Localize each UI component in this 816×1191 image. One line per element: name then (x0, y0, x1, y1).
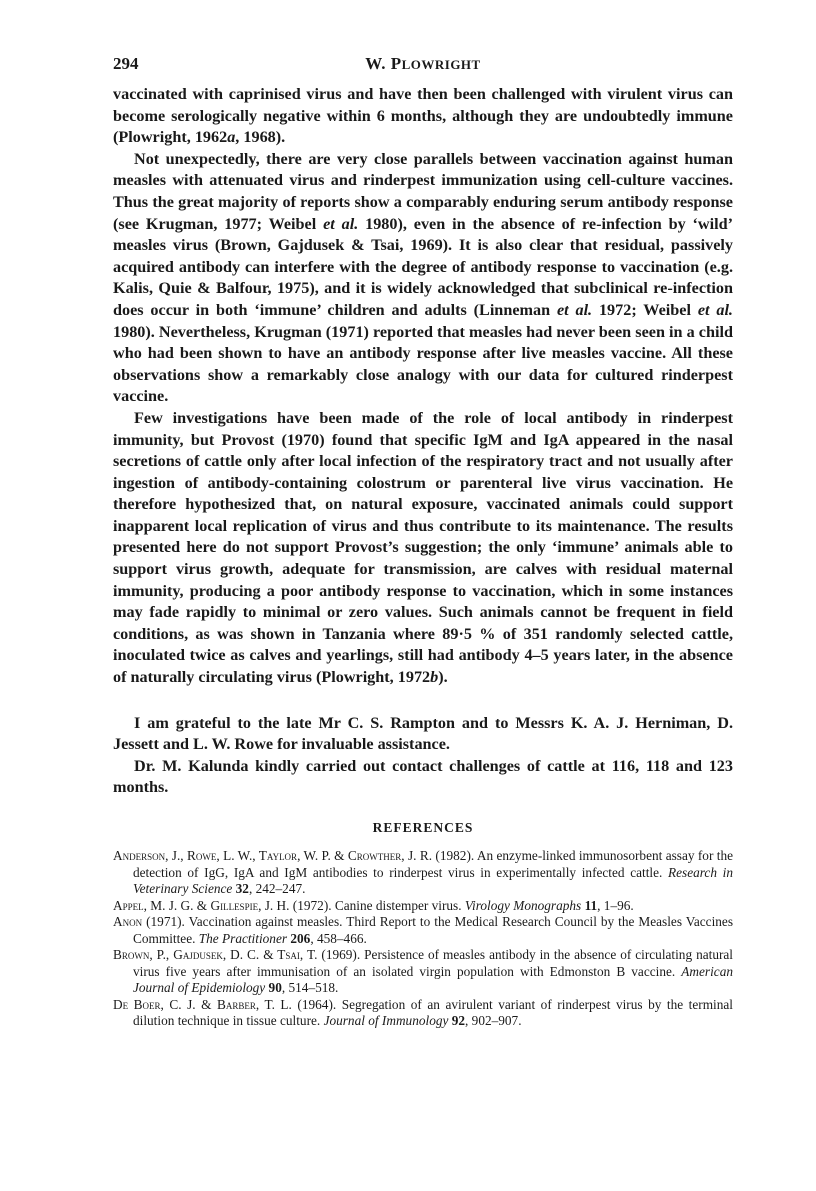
reference-text: (1972). Canine distemper virus. (289, 897, 465, 913)
acknowledgement-paragraph: Dr. M. Kalunda kindly carried out contact challenges of cattle at 116, 118 and 123 months. (113, 756, 733, 797)
reference-item (113, 898, 733, 915)
text-run-italic: et al. (323, 214, 359, 233)
reference-list (113, 848, 733, 1030)
text-run: ). (438, 668, 448, 687)
reference-journal: Virology Monographs (464, 897, 582, 913)
reference-volume: 92 (451, 1013, 466, 1028)
page-header (113, 54, 733, 84)
body-text (113, 84, 733, 689)
reference-text: (1969). Persistence of measles antibody in the absence of circulating natural virus five years after immunisation of an isolated virgin population with Edmonston B vaccine. (133, 947, 734, 979)
reference-volume: 206 (290, 930, 311, 946)
acknowledgement-paragraph: I am grateful to the late Mr C. S. Rampton and to Messrs K. A. J. Herniman, D. Jessett and L. W. Rowe for invaluable assistance. (113, 713, 733, 754)
running-head-initial: W. P (365, 54, 402, 73)
running-head-rest: LOWRIGHT (401, 57, 481, 72)
reference-pages: , 514–518. (281, 980, 339, 995)
text-run: , 1968). (235, 128, 286, 147)
reference-journal: Research in Veterinary Science (133, 864, 733, 896)
text-run-italic: et al. (556, 300, 593, 319)
reference-authors: De Boer, C. J. & Barber, T. L. (113, 996, 292, 1012)
reference-item (113, 848, 733, 898)
text-run: Not unexpectedly, there are very close parallels between vaccination against human measles with attenuated virus and rinderpest immunization using cell-culture vaccines. Thus the great majority of reports show a comparably enduring serum antibody response (see Krugman, 1977; Weibel (113, 149, 733, 233)
reference-authors: Anon (113, 914, 143, 929)
reference-authors: Anderson, J., Rowe, L. W., Taylor, W. P. & Crowther, J. R. (113, 848, 433, 863)
page (113, 54, 733, 1030)
paragraph-1 (113, 84, 733, 149)
text-run-italic: a (227, 128, 236, 147)
text-run: 1980), even in the absence of re-infection by ‘wild’ measles virus (Brown, Gajdusek & Tsai, 1969). It is also clear that residual, passively acquired antibody can interfere with the degree of antibody response to vaccination (e.g. Kalis, Quie & Balfour, 1975), and it is widely acknowledged that subclinical re-infection does occur in both ‘immune’ children and adults (Linneman (113, 214, 733, 319)
reference-pages: , 242–247. (248, 881, 306, 896)
reference-text: (1971). Vaccination against measles. Third Report to the Medical Research Council by the Measles Vaccines Committee. (133, 914, 733, 946)
reference-pages: , 902–907. (465, 1013, 522, 1028)
reference-pages: , 458–466. (310, 930, 367, 946)
reference-item (113, 914, 733, 947)
page-number: 294 (113, 54, 139, 73)
reference-authors: Brown, P., Gajdusek, D. C. & Tsai, T. (113, 947, 318, 962)
paragraph-2 (113, 149, 733, 408)
reference-item (113, 997, 733, 1030)
reference-journal: Journal of Immunology (323, 1013, 449, 1028)
running-head (113, 54, 733, 74)
text-run-italic: b (430, 668, 439, 687)
text-run: 1972; Weibel (592, 300, 698, 319)
reference-authors: Appel, M. J. G. & Gillespie, J. H. (113, 897, 290, 913)
paragraph-3 (113, 408, 733, 689)
text-run: 1980). Nevertheless, Krugman (1971) reported that measles had never been seen in a child who had been shown to have an antibody response after live measles vaccine. All these observations show a remarkably close analogy with our data for cultured rinderpest vaccine. (113, 322, 733, 406)
reference-volume: 90 (268, 980, 282, 995)
acknowledgements (113, 713, 733, 799)
reference-journal: The Practitioner (198, 930, 288, 946)
reference-text: (1982). An enzyme-linked immunosorbent assay for the detection of IgG, IgA and IgM antibodies to rinderpest virus in experimentally infected cattle. (133, 848, 734, 880)
reference-item (113, 947, 733, 997)
reference-pages: , 1–96. (597, 897, 634, 913)
text-run: vaccinated with caprinised virus and have then been challenged with virulent virus can become serologically negative within 6 months, although they are undoubtedly immune (Plowright, 1962 (113, 85, 733, 147)
text-run: Few investigations have been made of the role of local antibody in rinderpest immunity, but Provost (1970) found that specific IgM and IgA appeared in the nasal secretions of cattle only after local infection of the respiratory tract and not usually after ingestion of antibody-containing colostrum or parenteral live virus vaccination. He therefore hypothesized that, on natural exposure, vaccinated animals could support inapparent local replication of virus and thus contribute to its maintenance. The results presented here do not support Provost’s suggestion; the only ‘immune’ animals able to support virus growth, adequate for transmission, are calves with residual maternal immunity, producing a poor antibody response to vaccination, which in some instances may fade rapidly to minimal or zero values. Such animals cannot be frequent in field conditions, as was shown in Tanzania where 89·5 % of 351 randomly selected cattle, inoculated twice as calves and yearlings, still had antibody 4–5 years later, in the absence of naturally circulating virus (Plowright, 1972 (113, 408, 733, 687)
references-heading: REFERENCES (372, 820, 474, 835)
reference-journal: American Journal of Epidemiology (133, 963, 733, 995)
reference-text: (1964). Segregation of an avirulent variant of rinderpest virus by the terminal dilution technique in tissue culture. (133, 996, 733, 1028)
reference-volume: 11 (584, 897, 598, 913)
reference-volume: 32 (235, 881, 249, 896)
text-run-italic: et al. (697, 300, 733, 319)
